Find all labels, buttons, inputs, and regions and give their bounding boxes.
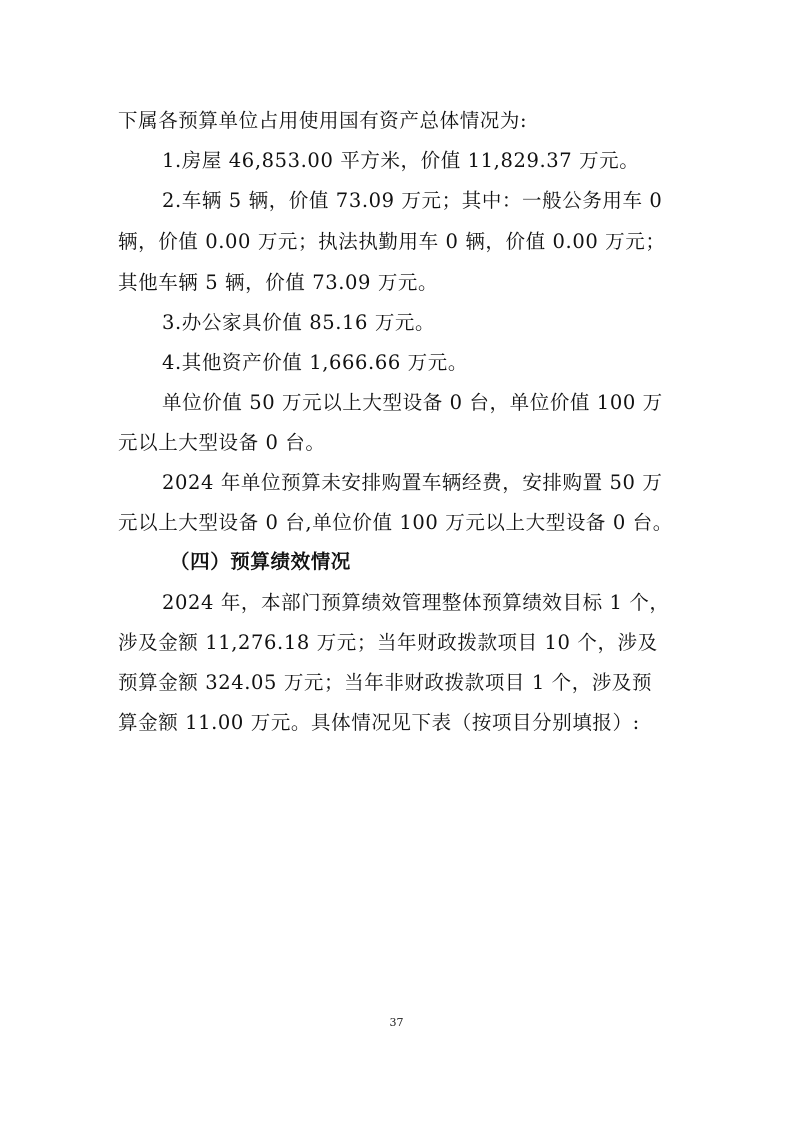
asset-item-other: 4.其他资产价值 1,666.66 万元。 xyxy=(162,351,468,374)
intro-text: 下属各预算单位占用使用国有资产总体情况为: xyxy=(118,109,528,132)
asset-item-building: 1.房屋 46,853.00 平方米，价值 11,829.37 万元。 xyxy=(162,149,640,172)
section-heading-performance: （四）预算绩效情况 xyxy=(170,550,351,573)
performance-paragraph-line1: 2024 年，本部门预算绩效管理整体预算绩效目标 1 个， xyxy=(162,591,670,614)
performance-paragraph-line4: 算金额 11.00 万元。具体情况见下表（按项目分别填报）: xyxy=(118,711,640,734)
budget-2024-paragraph-line1: 2024 年单位预算未安排购置车辆经费，安排购置 50 万 xyxy=(162,471,663,494)
performance-paragraph-line2: 涉及金额 11,276.18 万元；当年财政拨款项目 10 个，涉及 xyxy=(118,631,658,654)
equipment-paragraph-line2: 元以上大型设备 0 台。 xyxy=(118,431,326,454)
asset-item-vehicles-line2: 辆，价值 0.00 万元；执法执勤用车 0 辆，价值 0.00 万元； xyxy=(118,230,666,253)
asset-item-vehicles-line3: 其他车辆 5 辆，价值 73.09 万元。 xyxy=(118,271,439,294)
asset-item-furniture: 3.办公家具价值 85.16 万元。 xyxy=(162,311,436,334)
performance-paragraph-line3: 预算金额 324.05 万元；当年非财政拨款项目 1 个，涉及预 xyxy=(118,671,653,694)
equipment-paragraph-line1: 单位价值 50 万元以上大型设备 0 台，单位价值 100 万 xyxy=(162,391,663,414)
asset-item-vehicles-line1: 2.车辆 5 辆，价值 73.09 万元；其中：一般公务用车 0 xyxy=(162,189,663,212)
page-number: 37 xyxy=(389,1016,404,1029)
budget-2024-paragraph-line2: 元以上大型设备 0 台,单位价值 100 万元以上大型设备 0 台。 xyxy=(118,511,673,534)
